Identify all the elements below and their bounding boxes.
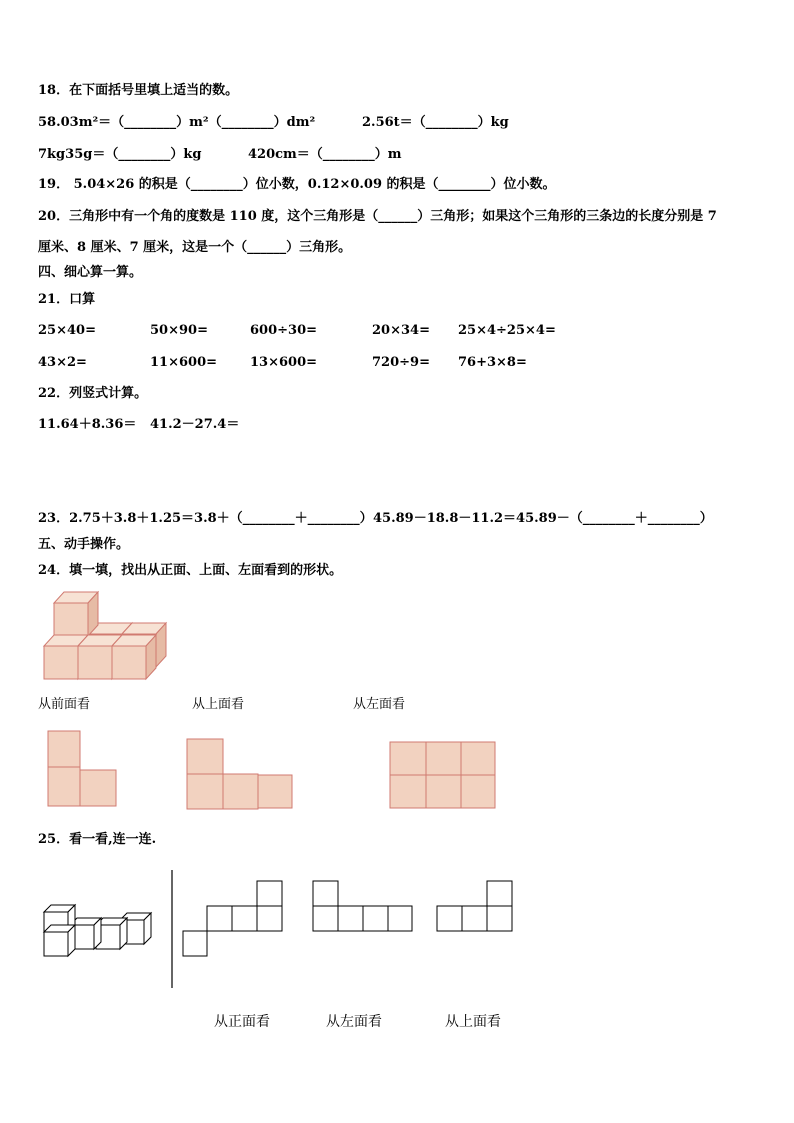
square-cell	[207, 906, 232, 931]
square-cell	[487, 906, 512, 931]
q23-item-a: 23．2.75＋3.8＋1.25＝3.8＋（________＋________）	[38, 511, 373, 526]
q21-r2-c2: 11×600=	[150, 355, 218, 370]
q20-line2: 厘米、8 厘米、7 厘米，这是一个（______）三角形。	[38, 240, 352, 255]
q24-title: 24．填一填，找出从正面、上面、左面看到的形状。	[38, 563, 343, 578]
q22-item-b: 41.2－27.4＝	[150, 417, 240, 432]
q24-label-left: 从左面看	[353, 697, 406, 712]
q18-item-a: 58.03m²＝（________）m²（________）dm²	[38, 115, 316, 130]
q18-item-b: 2.56t＝（________）kg	[362, 115, 509, 130]
q22-item-a: 11.64＋8.36＝	[38, 417, 137, 432]
square-cell	[388, 906, 412, 931]
q21-r2-c3: 13×600=	[250, 355, 318, 370]
q25-title: 25．看一看,连一连.	[38, 832, 157, 847]
q21-title: 21．口算	[38, 292, 96, 307]
q18-title: 18．在下面括号里填上适当的数。	[38, 83, 239, 98]
section-4-heading: 四、细心算一算。	[38, 265, 143, 280]
square-cell	[313, 881, 338, 906]
q25-label-left: 从左面看	[326, 1014, 382, 1030]
q18-item-c: 7kg35g＝（________）kg	[38, 147, 202, 162]
q21-r2-c4: 720÷9=	[372, 355, 430, 370]
q25-solid	[44, 905, 151, 956]
q25-shape-1	[183, 881, 282, 956]
q24-label-top: 从上面看	[192, 697, 245, 712]
q23-item-b: 45.89－18.8－11.2＝45.89－（________＋________）	[373, 511, 713, 526]
q21-r2-c5: 76+3×8=	[458, 355, 527, 370]
square-cell	[232, 906, 257, 931]
q25-label-front: 从正面看	[214, 1014, 270, 1030]
square-cell	[313, 906, 338, 931]
square-cell	[462, 906, 487, 931]
q25-shape-2	[313, 881, 412, 931]
q24-label-front: 从前面看	[38, 697, 91, 712]
q21-r1-c3: 600÷30=	[250, 323, 318, 338]
section-5-heading: 五、动手操作。	[38, 537, 130, 552]
square-cell	[363, 906, 388, 931]
square-cell	[257, 881, 282, 906]
square-cell	[338, 906, 363, 931]
q25-label-top: 从上面看	[445, 1014, 501, 1030]
square-cell	[183, 931, 207, 956]
square-cell	[437, 906, 462, 931]
q22-title: 22．列竖式计算。	[38, 386, 148, 401]
q21-r1-c2: 50×90=	[150, 323, 208, 338]
q21-r1-c4: 20×34=	[372, 323, 430, 338]
q21-r1-c5: 25×4÷25×4=	[458, 323, 556, 338]
q18-item-d: 420cm＝（________）m	[248, 147, 402, 162]
q21-r1-c1: 25×40=	[38, 323, 96, 338]
q20-line1: 20．三角形中有一个角的度数是 110 度，这个三角形是（______）三角形；如果这个三角形的三条边的长度分别是 7	[38, 209, 717, 224]
square-cell	[487, 881, 512, 906]
q21-r2-c1: 43×2=	[38, 355, 87, 370]
cube	[44, 925, 75, 956]
square-cell	[257, 906, 282, 931]
q19-text: 19． 5.04×26 的积是（________）位小数，0.12×0.09 的积是（________）位小数。	[38, 177, 556, 192]
q25-shape-3	[437, 881, 512, 931]
